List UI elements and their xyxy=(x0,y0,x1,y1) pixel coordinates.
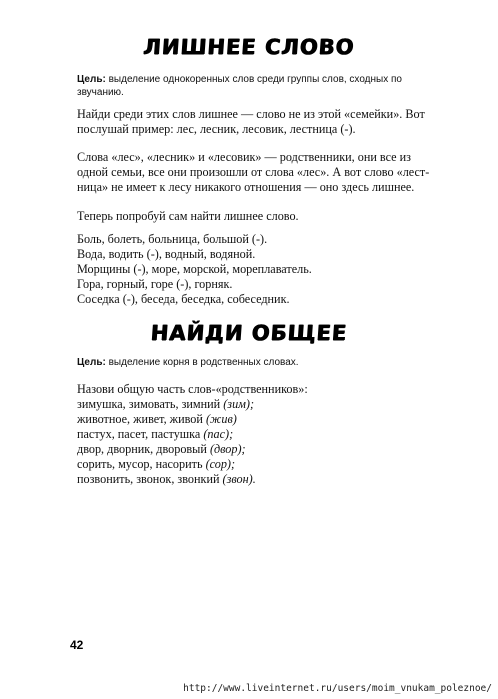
explanation-paragraph xyxy=(77,150,457,195)
goal-label: Цель: xyxy=(77,357,106,368)
word-group: пастух, пасет, пастушка xyxy=(77,427,204,441)
root-answer: (пас); xyxy=(203,427,234,441)
list-item: Морщины (-), море, морской, мореплаватель. xyxy=(77,262,312,276)
page-number: 42 xyxy=(70,638,84,652)
list-item xyxy=(77,427,457,442)
word-group: двор, дворник, дворовый xyxy=(77,442,210,456)
list-item: Соседка (-), беседа, беседка, собеседник. xyxy=(77,292,290,306)
goal-text: выделение однокоренных слов среди группы слов, сходных по звучанию. xyxy=(77,74,402,98)
text-line: одной семьи, все они произошли от слова «лес». А вот слово «лест- xyxy=(77,165,430,179)
list-item xyxy=(77,472,457,487)
list-item: Гора, горный, горе (-), горняк. xyxy=(77,277,233,291)
word-group: животное, живет, живой xyxy=(77,412,206,426)
goal-text: выделение корня в родственных словах. xyxy=(105,357,299,368)
list-item xyxy=(77,412,457,427)
text-line: Слова «лес», «лесник» и «лесовик» — родственники, они все из xyxy=(77,150,411,164)
goal-label: Цель: xyxy=(77,74,106,85)
word-group: позвонить, звонок, звонкий xyxy=(77,472,223,486)
root-answer: (двор); xyxy=(209,442,246,456)
word-groups-list xyxy=(77,232,457,307)
word-group: сорить, мусор, насорить xyxy=(77,457,206,471)
list-item: Вода, водить (-), водный, водяной. xyxy=(77,247,256,261)
text-line: Найди среди этих слов лишнее — слово не из этой «семейки». Вот xyxy=(77,107,425,121)
section-title-extra-word: ЛИШНЕЕ СЛОВО xyxy=(142,35,356,59)
text-line: послушай пример: лес, лесник, лесовик, лестница (-). xyxy=(77,122,356,136)
task-prompt: Теперь попробуй сам найти лишнее слово. xyxy=(77,209,299,223)
word-group: зимушка, зимовать, зимний xyxy=(77,397,224,411)
source-url: http://www.liveinternet.ru/users/moim_vnukam_poleznoe/ xyxy=(183,683,492,694)
list-intro: Назови общую часть слов-«родственников»: xyxy=(77,382,308,396)
root-answer: (сор); xyxy=(205,457,236,471)
text-line: ница» не имеет к лесу никакого отношения — оно здесь лишнее. xyxy=(77,180,415,194)
root-words-list xyxy=(77,382,457,487)
section-title-find-common: НАЙДИ ОБЩЕЕ xyxy=(149,321,349,345)
list-item: Боль, болеть, больница, большой (-). xyxy=(77,232,268,246)
root-answer: (звон). xyxy=(222,472,256,486)
intro-paragraph xyxy=(77,107,457,137)
goal-statement-1 xyxy=(77,73,437,99)
list-item xyxy=(77,397,457,412)
root-answer: (зим); xyxy=(223,397,255,411)
goal-statement-2 xyxy=(77,356,437,369)
root-answer: (жив) xyxy=(205,412,237,426)
list-item xyxy=(77,442,457,457)
list-item xyxy=(77,457,457,472)
